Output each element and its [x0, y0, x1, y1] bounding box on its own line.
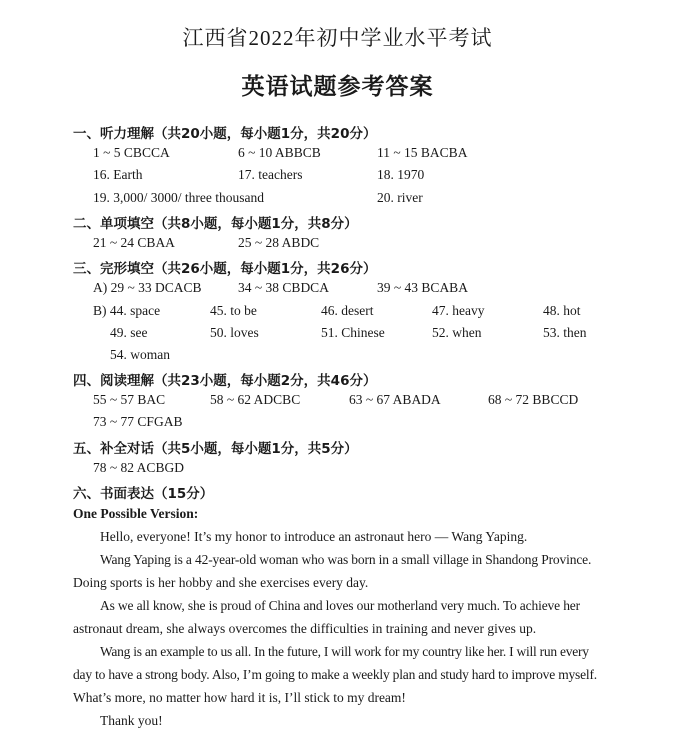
answer: 52. when [432, 325, 482, 340]
answer: 78 ~ 82 ACBGD [93, 460, 184, 475]
answer: 39 ~ 43 BCABA [377, 280, 468, 295]
answer: 45. to be [210, 303, 257, 318]
essay-line: astronaut dream, she always overcomes the difficulties in training and never gives up. [73, 621, 537, 636]
answer: 50. loves [210, 325, 259, 340]
answer: 19. 3,000/ 3000/ three thousand [93, 190, 264, 205]
essay-line: Wang Yaping is a 42-year-old woman who was born in a small village in Shandong Province. [100, 552, 592, 567]
version-label: One Possible Version: [73, 506, 199, 521]
exam-title: 江西省2022年初中学业水平考试 [182, 26, 493, 50]
answer: 1 ~ 5 CBCCA [93, 145, 170, 160]
answer: 48. hot [543, 303, 581, 318]
section-3-heading: 三、完形填空（共26小题，每小题1分，共26分） [73, 261, 377, 277]
section-5-heading: 五、补全对话（共5小题，每小题1分，共5分） [73, 441, 358, 457]
answer: 47. heavy [432, 303, 485, 318]
answer: 17. teachers [238, 167, 303, 182]
answer: B) 44. space [93, 303, 161, 318]
answer: 49. see [110, 325, 148, 340]
answer: 18. 1970 [377, 167, 425, 182]
answer: 11 ~ 15 BACBA [377, 145, 468, 160]
answer: A) 29 ~ 33 DCACB [93, 280, 202, 295]
answer: 63 ~ 67 ABADA [349, 392, 441, 407]
answer: 16. Earth [93, 167, 143, 182]
answer: 20. river [377, 190, 423, 205]
answer: 54. woman [110, 347, 170, 362]
answer: 34 ~ 38 CBDCA [238, 280, 329, 295]
answer: 25 ~ 28 ABDC [238, 235, 320, 250]
answer: 21 ~ 24 CBAA [93, 235, 175, 250]
essay-line: Doing sports is her hobby and she exercises every day. [73, 575, 369, 590]
answer: 46. desert [321, 303, 374, 318]
essay-line: What’s more, no matter how hard it is, I’ll stick to my dream! [73, 690, 406, 705]
essay-line: Thank you! [100, 713, 163, 728]
answer: 6 ~ 10 ABBCB [238, 145, 321, 160]
answer: 51. Chinese [321, 325, 385, 340]
essay-line: day to have a strong body. Also, I’m going to make a weekly plan and study hard to improve myself. [73, 667, 597, 682]
section-2-heading: 二、单项填空（共8小题，每小题1分，共8分） [73, 216, 358, 232]
answer: 55 ~ 57 BAC [93, 392, 166, 407]
answer: 53. then [543, 325, 587, 340]
answer: 73 ~ 77 CFGAB [93, 414, 183, 429]
essay-line: As we all know, she is proud of China and loves our motherland very much. To achieve her [100, 598, 580, 613]
section-1-heading: 一、听力理解（共20小题，每小题1分，共20分） [73, 126, 377, 142]
section-4-heading: 四、阅读理解（共23小题，每小题2分，共46分） [73, 373, 377, 389]
answer: 58 ~ 62 ADCBC [210, 392, 301, 407]
essay-line: Hello, everyone! It’s my honor to introduce an astronaut hero — Wang Yaping. [100, 529, 528, 544]
essay-line: Wang is an example to us all. In the future, I will work for my country like her. I will run every [100, 644, 589, 659]
section-6-heading: 六、书面表达（15分） [73, 486, 214, 502]
answer-key-title: 英语试题参考答案 [241, 74, 434, 100]
answer: 68 ~ 72 BBCCD [488, 392, 579, 407]
